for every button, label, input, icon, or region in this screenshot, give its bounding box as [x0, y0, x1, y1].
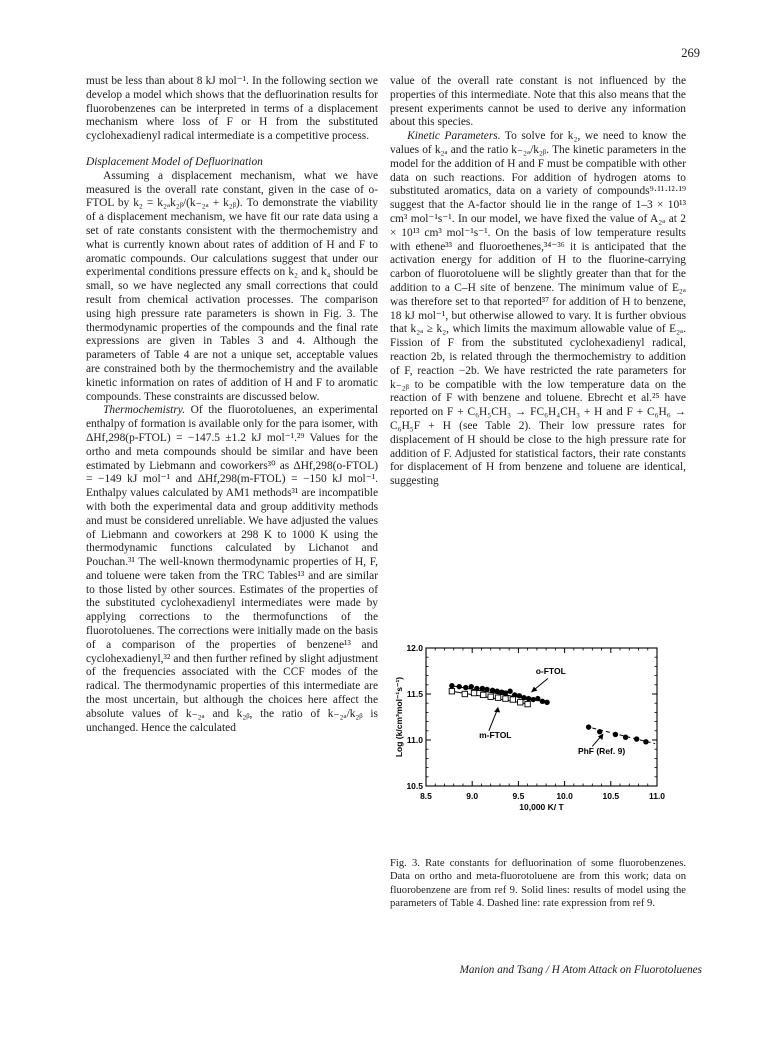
figure-caption — [390, 857, 686, 911]
data-point-phf — [586, 724, 591, 729]
x-tick-label: 10.0 — [556, 791, 573, 801]
annotation-m-ftol: m-FTOL — [479, 730, 512, 741]
caption-label: Fig. 3. — [390, 858, 420, 869]
annotation-arrowhead — [494, 707, 500, 713]
y-tick-label: 11.0 — [406, 735, 423, 745]
paragraph — [390, 130, 686, 489]
run-in-heading: Kinetic Parameters. — [407, 130, 501, 143]
data-point-m-ftol — [525, 701, 530, 706]
data-point-o-ftol — [457, 684, 462, 689]
y-tick-label: 12.0 — [406, 643, 423, 653]
data-point-m-ftol — [510, 697, 515, 702]
x-tick-label: 10.5 — [602, 791, 620, 801]
running-footer: Manion and Tsang / H Atom Attack on Fluorotoluenes — [459, 964, 702, 976]
data-point-phf — [634, 736, 639, 741]
data-point-m-ftol — [518, 700, 523, 705]
data-point-phf — [613, 732, 618, 737]
annotation-o-ftol: o-FTOL — [535, 665, 566, 676]
caption-text: Rate constants for defluorination of some fluorobenzenes. Data on ortho and meta-fluorotoluene are from this work; data on fluorobenzene are from ref 9. Solid lines: results of model using the parameters of Table 4. Dashed line: rate expression from ref 9. — [390, 858, 686, 910]
section-heading: Displacement Model of Defluorination — [86, 155, 263, 168]
data-point-o-ftol — [507, 689, 512, 694]
data-point-o-ftol — [517, 693, 522, 698]
paragraph: must be less than about 8 kJ mol⁻¹. In the following section we develop a model which shows that the defluorination results for fluorobenzenes can be interpreted in terms of a displacement mechanism where loss of F or H from the substituted cyclohexadienyl radical intermediate is a competitive process. — [86, 75, 378, 143]
annotation-phf: PhF (Ref. 9) — [577, 745, 626, 756]
data-point-o-ftol — [484, 687, 489, 692]
rate-constant-chart — [392, 636, 688, 832]
x-tick-label: 9.0 — [466, 791, 479, 801]
run-in-heading: Thermochemistry. — [103, 404, 186, 417]
paragraph-text: Of the fluorotoluenes, an experimental enthalpy of formation is available only for the para isomer, with ΔHf,298(p-FTOL) = −147.5 ±1.2 kJ mol⁻¹.²⁹ Values for the ortho and meta compounds should be similar and have been estimated by Liebmann and coworkers³⁰ as ΔHf,298(o-FTOL) = −149 kJ mol⁻¹ and ΔHf,298(m-FTOL) = −150 kJ mol⁻¹. Enthalpy values calculated by AM1 methods³¹ are incompatible with both the experimental data and group additivity methods and must be considered unreliable. We have adjusted the values of Liebmann and coworkers at 298 K to 1000 K using the thermodynamic functions calculated by Lichanot and Pouchan.³¹ The well-known thermodynamic properties of H, F, and toluene were taken from the TRC Tables¹³ and are similar to those listed by other sources. Estimates of the properties of the substituted cyclohexadienyl intermediates were made by applying corrections to the thermofunctions of the fluorotoluenes. The corrections were initially made on the basis of a comparison of the properties of benzene¹³ and cyclohexadienyl,³² and then further refined by slight adjustment of the frequencies associated with the CCF modes of the radical. The thermodynamic properties of this intermediate are the most uncertain, but although the choices here affect the absolute values of k₋₂ₐ and k₂ᵦ, the ratio of k₋₂ₐ/k₂ᵦ is unchanged. Hence the calculated — [86, 404, 378, 734]
data-point-o-ftol — [526, 696, 531, 701]
data-point-o-ftol — [463, 685, 468, 690]
data-point-m-ftol — [462, 691, 467, 696]
data-point-o-ftol — [494, 689, 499, 694]
data-point-o-ftol — [540, 699, 545, 704]
data-point-m-ftol — [495, 695, 500, 700]
data-point-o-ftol — [530, 697, 535, 702]
data-point-o-ftol — [503, 690, 508, 695]
paragraph: value of the overall rate constant is not influenced by the properties of this intermediate. Note that this also means that the present experiments cannot be used to derive any information about this species. — [390, 75, 686, 129]
data-point-o-ftol — [469, 684, 474, 689]
left-text-column — [86, 75, 378, 735]
y-tick-label: 11.5 — [406, 689, 423, 699]
paragraph: Assuming a displacement mechanism, what we have measured is the overall rate constant, given in the case of o-FTOL by k₂ = k₂ₐk₂ᵦ/(k₋₂ₐ + k₂ᵦ). To demonstrate the viability of a displacement mechanism, we have fit our rate data using a set of rate constants consistent with the thermochemistry and what is currently known about rates of addition of H and F to aromatic compounds. Our calculations suggest that under our experimental conditions pressure effects on k₂ and k₄ should be small, so we have neglected any small corrections that could result from chemical activation processes. The comparison using high pressure rate parameters is shown in Fig. 3. The thermodynamic properties of the compounds and the final rate expressions are given in Tables 3 and 4. Although the parameters of Table 4 are not a unique set, acceptable values are constrained both by the thermochemistry and the available kinetic information on rates of addition of H and F to aromatic compounds. These constraints are discussed below. — [86, 169, 378, 403]
x-tick-label: 9.5 — [512, 791, 525, 801]
data-point-o-ftol — [490, 688, 495, 693]
data-point-phf — [623, 735, 628, 740]
x-axis-label: 10,000 K/ T — [519, 802, 564, 812]
x-tick-label: 11.0 — [648, 791, 666, 801]
data-point-phf — [643, 739, 648, 744]
data-point-m-ftol — [449, 689, 454, 694]
y-axis-label: Log (k/cm³mol⁻¹s⁻¹) — [394, 676, 404, 758]
chart-labels — [394, 643, 665, 812]
paragraph — [86, 404, 378, 735]
paragraph-text: To solve for k₂, we need to know the values of k₂ₐ and the ratio k₋₂ₐ/k₂ᵦ. The kinetic parameters in the model for the addition of H and F must be compatible with other data on such reactions. For addition of hydrogen atoms to substituted aromatics, data on a variety of compounds⁹·¹¹·¹²·¹⁹ suggest that the A-factor should lie in the range of 1–3 × 10¹³ cm³ mol⁻¹s⁻¹. In our model, we have fixed the value of A₂ₐ at 2 × 10¹³ cm³ mol⁻¹s⁻¹. On the basis of low temperature results with ethene³³ and fluoroethenes,³⁴⁻³⁶ it is anticipated that the activation energy for addition of H to the fluorine-carrying carbon of fluorotoluene will be slightly greater than that for the addition to a C–H site of benzene. The minimum value of E₂ₐ was therefore set to that reported³⁷ for addition of H to benzene, 18 kJ mol⁻¹, but otherwise allowed to vary. It is further obvious that k₂ₐ ≥ k₂, which limits the maximum allowable value of E₂ₐ. Fission of F from the substituted cyclohexadienyl radical, reaction 2b, is related through the thermochemistry to addition of F, reaction −2b. We have restricted the rate parameters for k₋₂ᵦ to be compatible with the low temperature data on the reaction of F with benzene and toluene. Ebrecht et al.²⁵ have reported on F + C₆H₅CH₃ → FC₆H₄CH₃ + H and F + C₆H₆ → C₆H₅F + H (see Table 2). Their low pressure rates for displacement of H should be close to the high pressure rate for addition of F. Adjusted for statistical factors, their rate constants for displacement of H from benzene and toluene are identical, suggesting — [390, 130, 686, 488]
data-point-m-ftol — [481, 692, 486, 697]
data-point-m-ftol — [471, 690, 476, 695]
data-point-o-ftol — [480, 686, 485, 691]
x-tick-label: 8.5 — [420, 791, 432, 801]
right-text-column — [390, 75, 686, 489]
figure-3 — [392, 636, 688, 832]
data-point-m-ftol — [503, 696, 508, 701]
y-tick-label: 10.5 — [406, 781, 423, 791]
data-point-o-ftol — [544, 700, 549, 705]
data-point-o-ftol — [535, 696, 540, 701]
data-point-m-ftol — [488, 694, 493, 699]
data-point-phf — [597, 729, 602, 734]
data-point-o-ftol — [449, 683, 454, 688]
page-number: 269 — [681, 46, 700, 60]
